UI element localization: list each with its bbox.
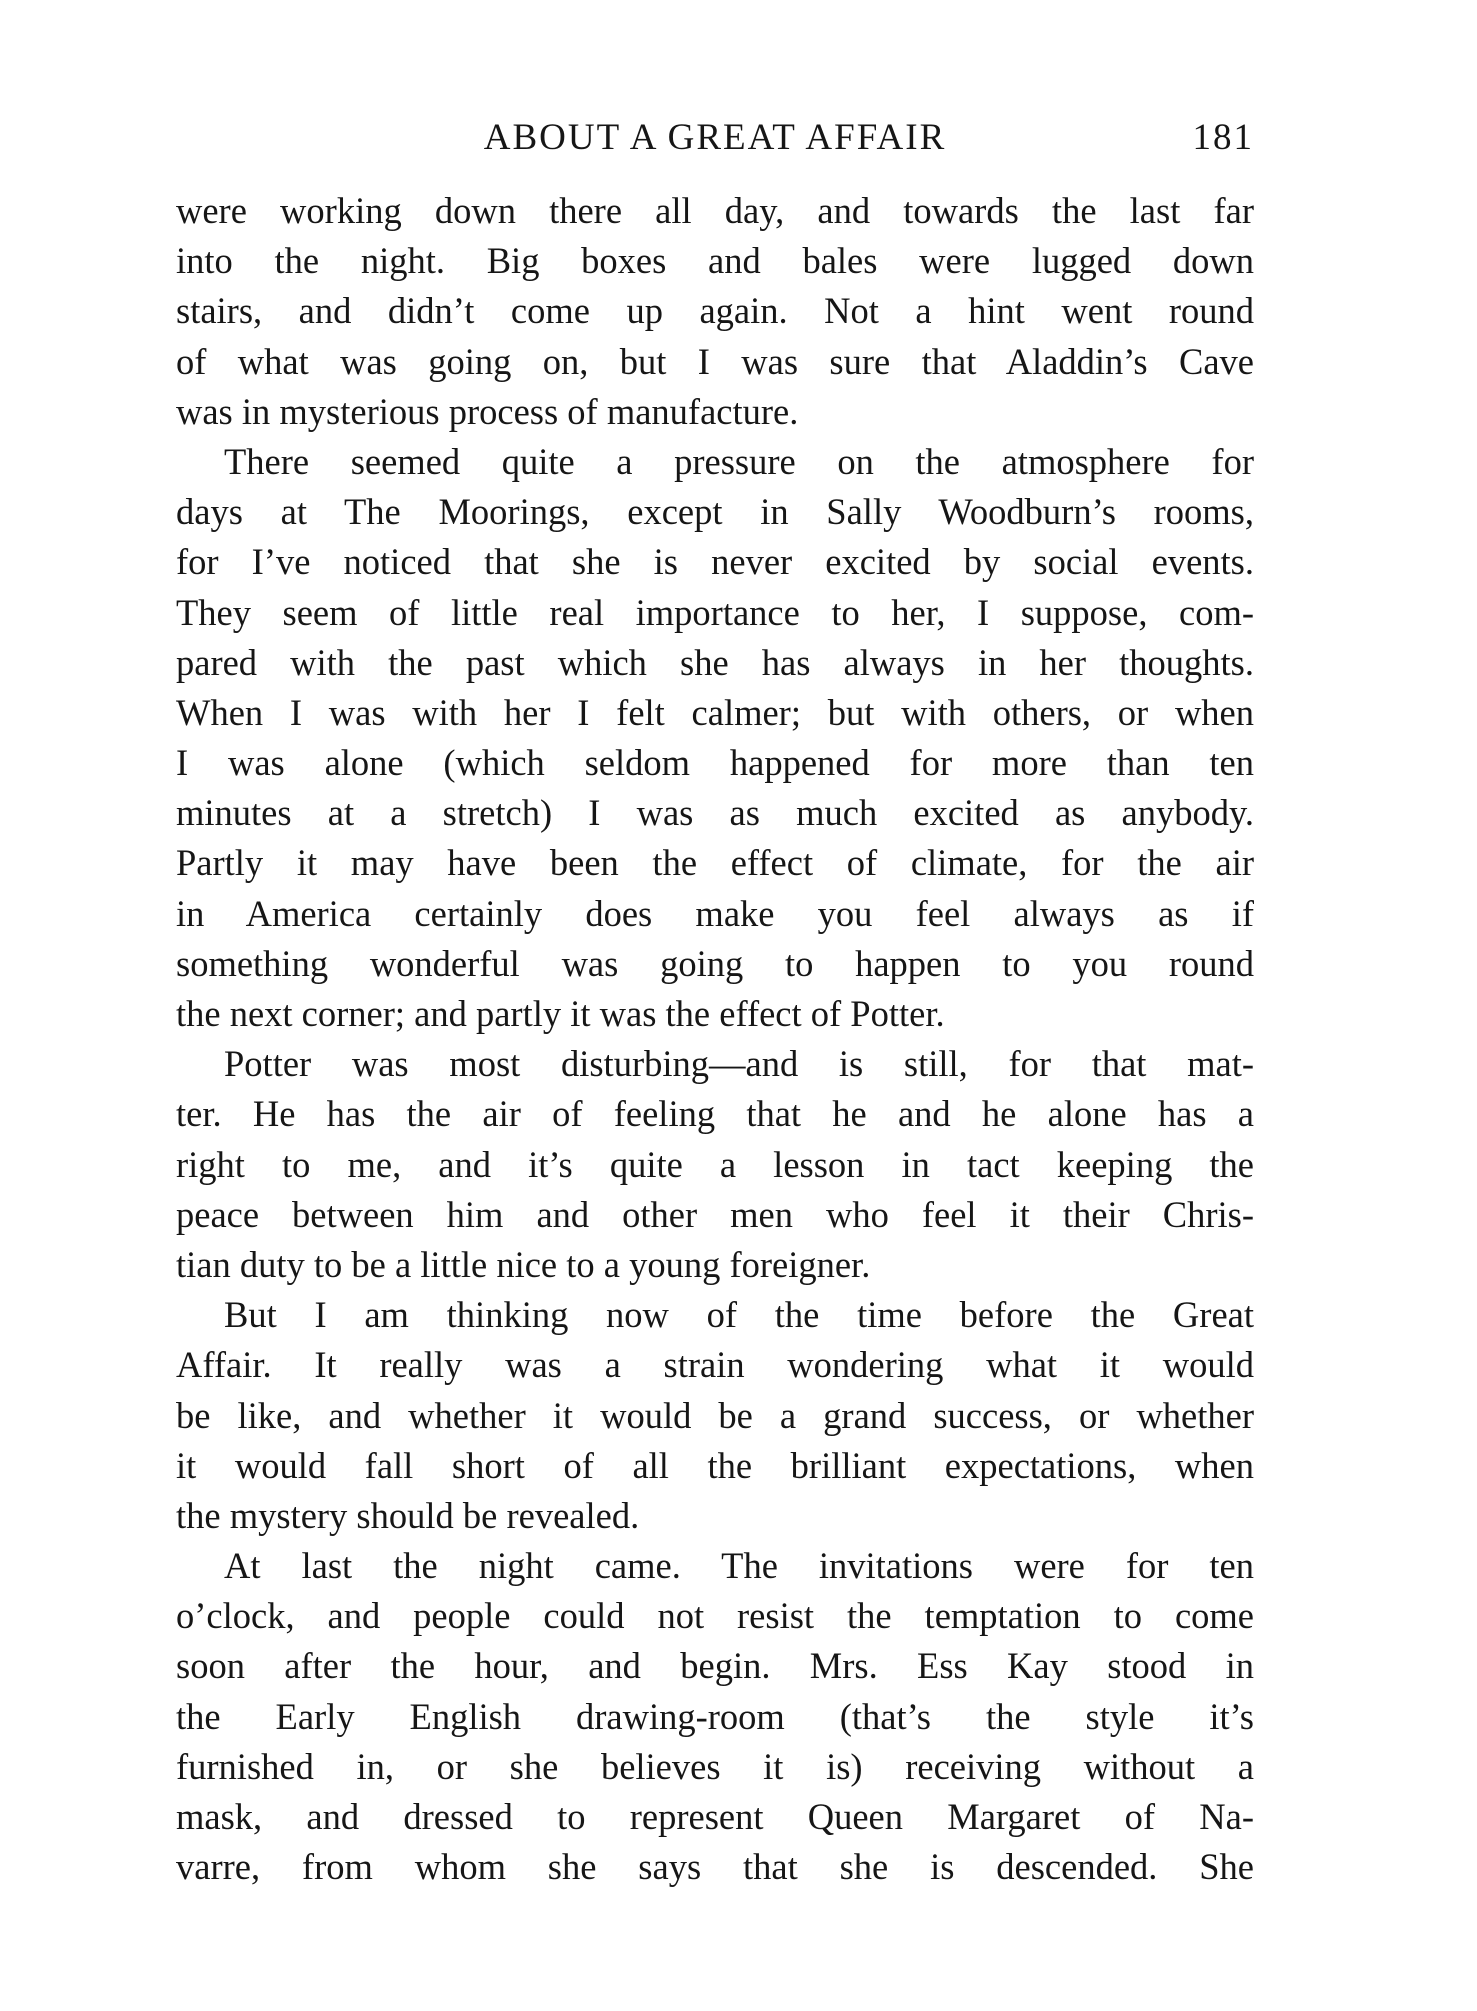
text-line: the next corner; and partly it was the effect of Potter.	[176, 993, 945, 1034]
text-line: I was alone (which seldom happened for more than ten	[176, 742, 1254, 784]
text-line: mask, and dressed to represent Queen Margaret of Na-	[176, 1796, 1254, 1837]
text-line: There seemed quite a pressure on the atmosphere for	[224, 440, 1254, 482]
page-number: 181	[1192, 117, 1254, 158]
text-line: When I was with her I felt calmer; but with others, or when	[176, 691, 1254, 733]
text-line: right to me, and it’s quite a lesson in tact keeping the	[176, 1143, 1254, 1185]
text-line: in America certainly does make you feel always as if	[176, 892, 1254, 934]
text-line: Affair. It really was a strain wondering what it would	[176, 1344, 1254, 1386]
text-line: the Early English drawing-room (that’s the style it’s	[176, 1695, 1254, 1737]
text-line: They seem of little real importance to her, I suppose, com-	[176, 591, 1254, 633]
text-line: Potter was most disturbing—and is still, for that mat-	[224, 1043, 1254, 1085]
text-line: pared with the past which she has always in her thoughts.	[176, 641, 1254, 683]
text-line: of what was going on, but I was sure that Aladdin’s Cave	[176, 340, 1254, 382]
text-line: the mystery should be revealed.	[176, 1494, 640, 1536]
text-line: At last the night came. The invitations were for ten	[224, 1545, 1254, 1587]
text-line: days at The Moorings, except in Sally Woodburn’s rooms,	[176, 491, 1254, 533]
text-line: be like, and whether it would be a grand success, or whether	[176, 1394, 1254, 1436]
running-head	[176, 116, 1254, 168]
text-line: for I’ve noticed that she is never excited by social events.	[176, 541, 1254, 583]
text-line: o’clock, and people could not resist the temptation to come	[176, 1595, 1254, 1637]
text-line: tian duty to be a little nice to a young foreigner.	[176, 1243, 871, 1285]
text-line: But I am thinking now of the time before the Great	[224, 1294, 1254, 1336]
text-line: furnished in, or she believes it is) receiving without a	[176, 1745, 1254, 1787]
text-line: stairs, and didn’t come up again. Not a hint went round	[176, 290, 1254, 332]
text-line: something wonderful was going to happen to you round	[176, 942, 1254, 984]
text-line: soon after the hour, and begin. Mrs. Ess Kay stood in	[176, 1645, 1254, 1687]
text-line: were working down there all day, and towards the last far	[176, 190, 1254, 231]
running-title: ABOUT A GREAT AFFAIR	[483, 117, 947, 158]
text-line: varre, from whom she says that she is descended. She	[176, 1846, 1254, 1888]
text-line: peace between him and other men who feel it their Chris-	[176, 1193, 1254, 1235]
text-line: it would fall short of all the brilliant expectations, when	[176, 1444, 1254, 1486]
text-line: was in mysterious process of manufacture.	[176, 390, 799, 432]
text-line: ter. He has the air of feeling that he and he alone has a	[176, 1093, 1254, 1135]
text-line: into the night. Big boxes and bales were lugged down	[176, 240, 1254, 282]
text-line: Partly it may have been the effect of climate, for the air	[176, 842, 1254, 884]
text-line: minutes at a stretch) I was as much excited as anybody.	[176, 792, 1254, 834]
body-text	[176, 186, 1254, 1892]
